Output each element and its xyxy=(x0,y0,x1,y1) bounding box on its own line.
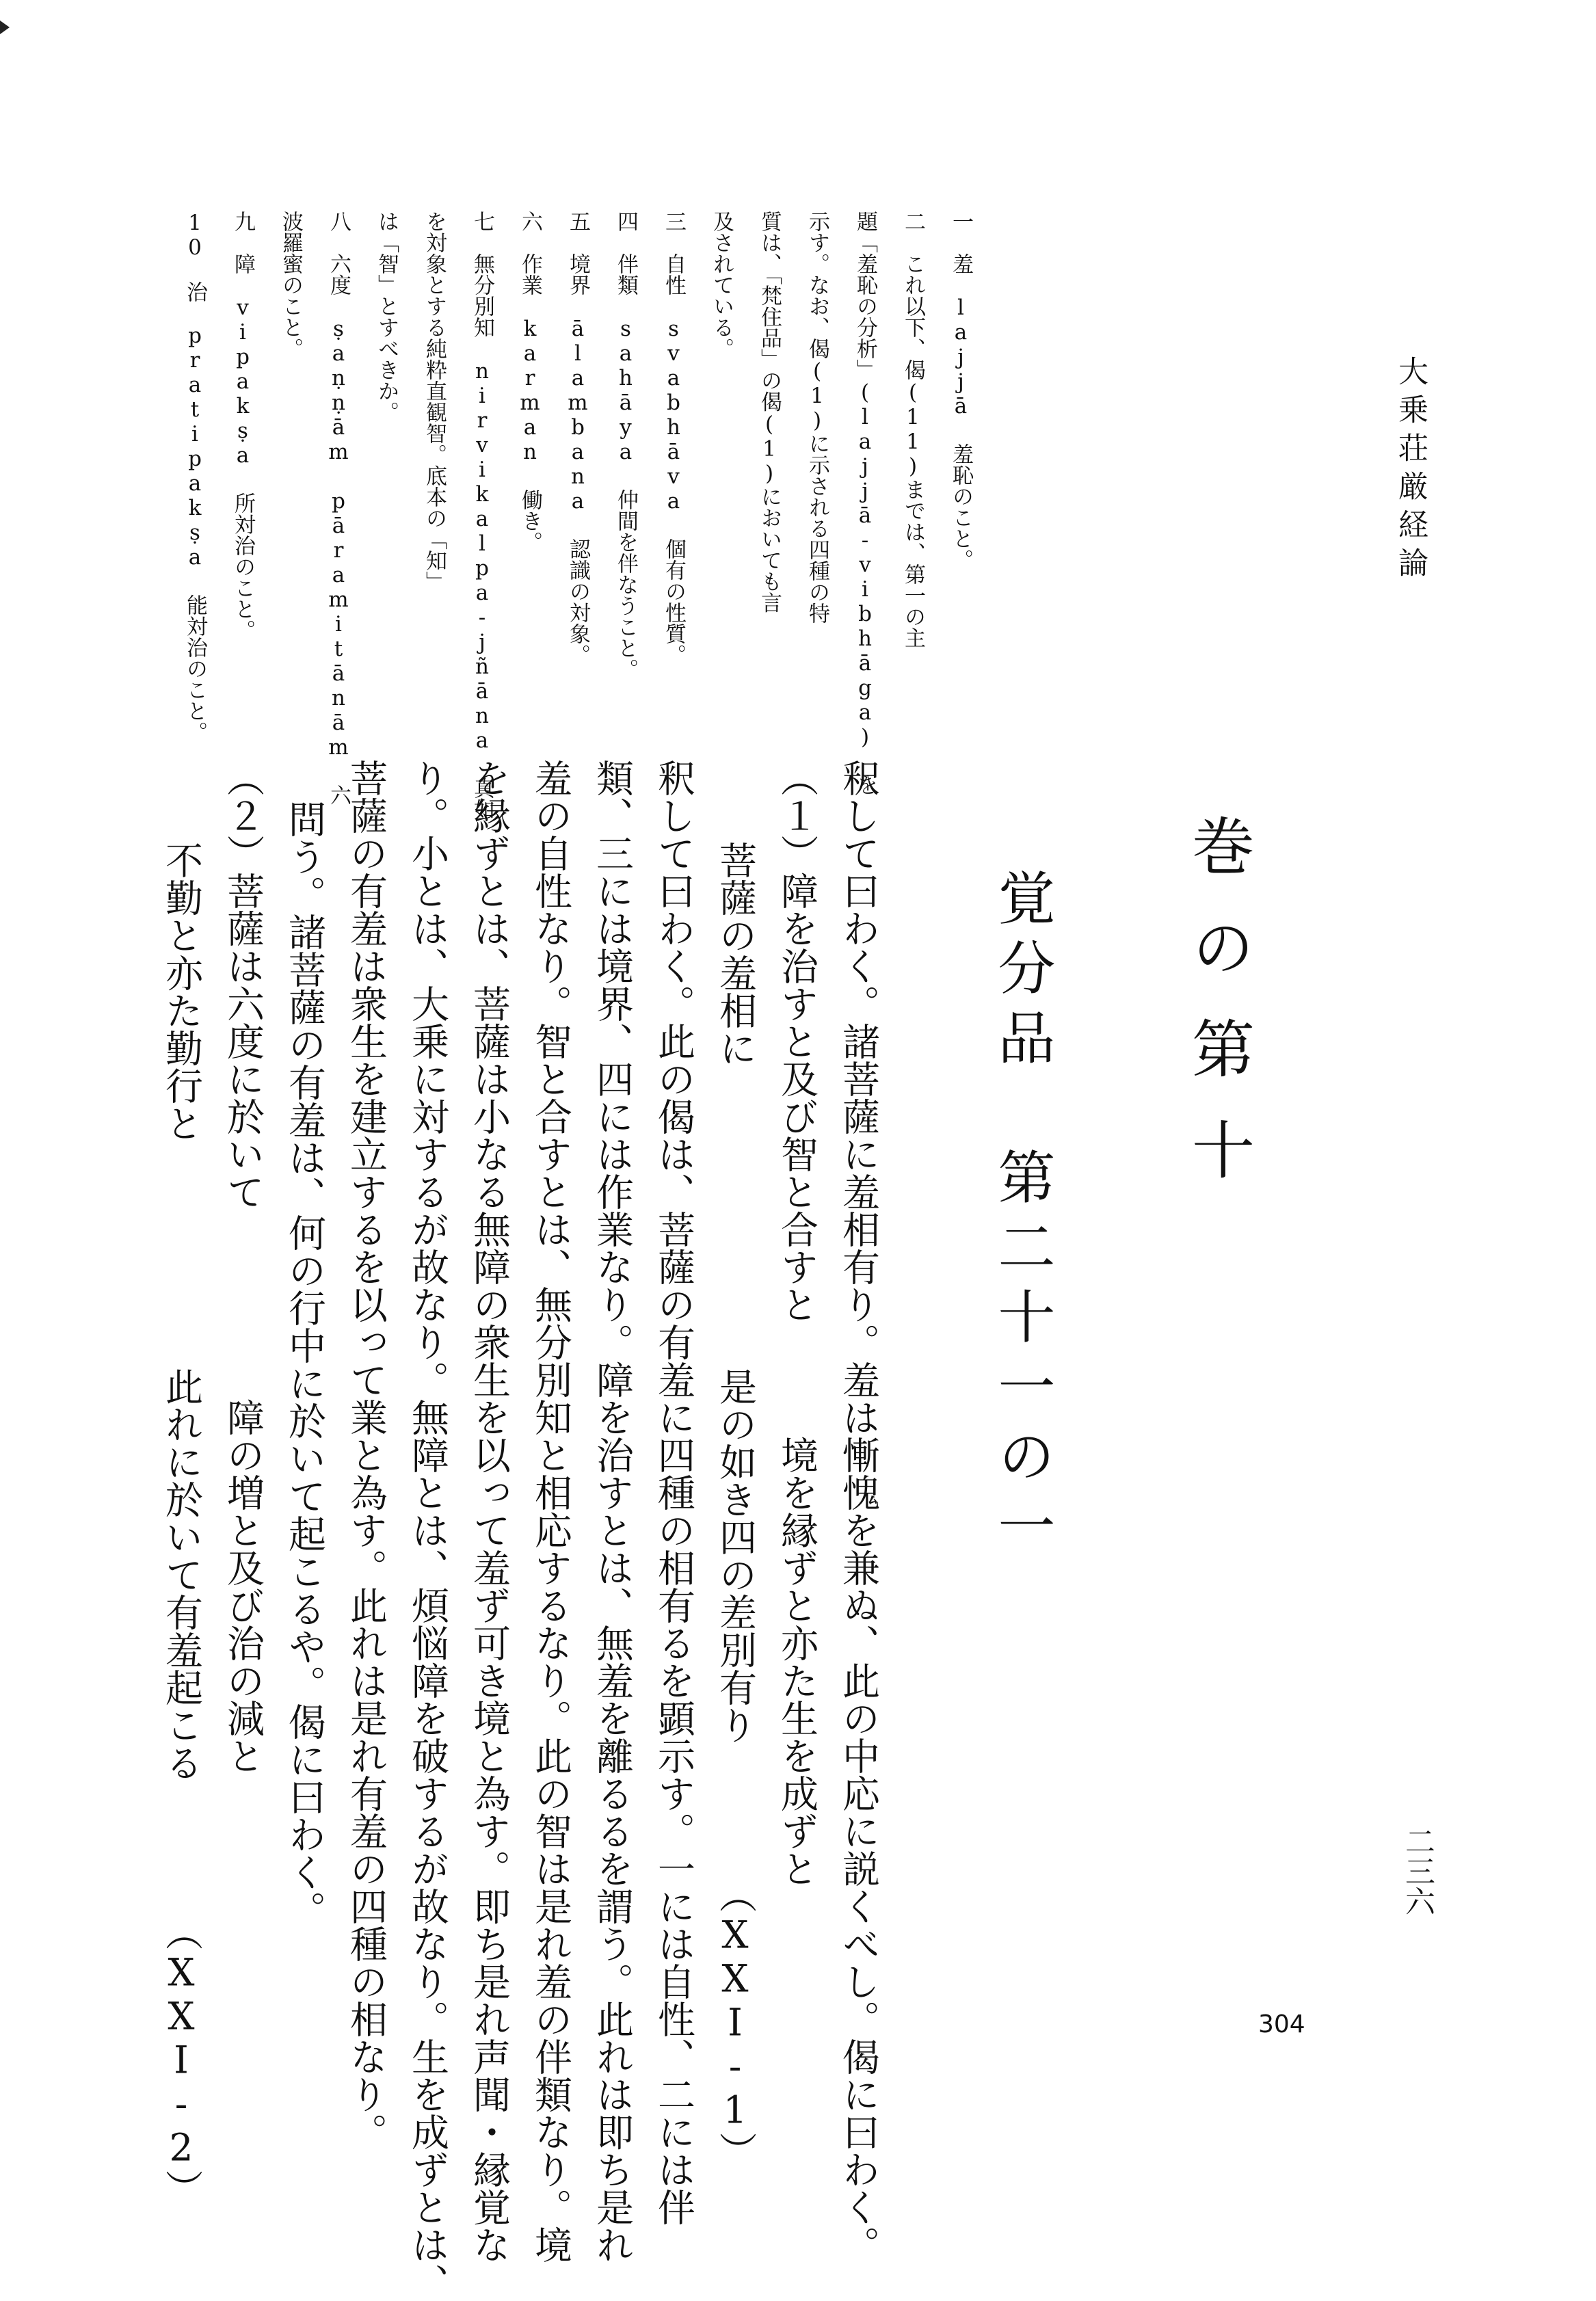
footnote: 二 これ以下、偈(11)までは、第一の主 xyxy=(901,211,925,648)
footnote: 七 無分別知 nirvikalpa-jñāna 真如 xyxy=(470,211,494,820)
body-text xyxy=(150,759,889,2301)
footnote: 題「羞恥の分析」(lajjā-vibhāga) を xyxy=(853,211,877,795)
body-line: を縁ずとは、菩薩は小なる無障の衆生を以って羞ず可き境と為す。即ち是れ声聞・縁覚な xyxy=(467,759,511,2263)
verse-line: 不勤と亦た勤行と 此れに於いて有羞起こる （XXI-2） xyxy=(159,841,203,2207)
footnote: 10 治 pratipakṣa 能対治のこと。 xyxy=(183,211,207,743)
footnote: 六 作業 karman 働き。 xyxy=(518,211,542,553)
footnote: 三 自性 svabhāva 個有の性質。 xyxy=(661,211,686,665)
footnote: 一 羞 lajjā 羞恥のこと。 xyxy=(948,211,973,570)
verse-line: 菩薩の羞相に 是の如き四の差別有り （XXI-1） xyxy=(713,841,757,2170)
footnote: 波羅蜜のこと。 xyxy=(278,211,303,359)
page-number: 304 xyxy=(1258,2010,1305,2038)
body-line: 類、三には境界、四には作業なり。障を治すとは、無羞を離るるを謂う。此れは即ち是れ xyxy=(590,759,634,2263)
corner-crop-mark xyxy=(0,21,10,34)
footnote: 示す。なお、偈(1)に示される四種の特 xyxy=(805,211,829,624)
verse-line: （１）障を治すと及び智と合すと 境を縁ずと亦た生を成ずと xyxy=(775,759,819,1887)
verse-line: （２）菩薩は六度に於いて 障の増と及び治の減と xyxy=(221,759,265,1774)
footnote: は「智」とすべきか。 xyxy=(374,211,399,423)
footnote: 八 六度 ṣaṇṇām pāramitānām 六 xyxy=(326,211,351,806)
body-line: 菩薩の有羞は衆生を建立するを以って業と為す。此れは是れ有羞の四種の相なり。 xyxy=(344,759,388,2151)
section-title: 覚分品 第二十一の一 xyxy=(989,868,1056,1566)
footnotes xyxy=(171,211,985,820)
footnote: 質は、「梵住品」の偈(1)においても言 xyxy=(757,211,782,613)
footnote: を対象とする純粋直観智。底本の「知」 xyxy=(422,211,447,592)
footnote: 五 境界 ālambana 認識の対象。 xyxy=(566,211,590,665)
chapter-title: 巻の第十 xyxy=(1182,814,1255,1219)
page-number-kanji: 二三六 xyxy=(1400,1826,1435,1916)
running-title: 大乗荘厳経論 xyxy=(1393,356,1428,585)
footnote: 及されている。 xyxy=(709,211,734,359)
body-line: 釈して曰わく。此の偈は、菩薩の有羞に四種の相有るを顕示す。一には自性、二には伴 xyxy=(652,759,695,2226)
body-line: 羞の自性なり。智と合すとは、無分別知と相応するなり。此の智は是れ羞の伴類なり。境 xyxy=(529,759,572,2263)
body-line: 釈して曰わく。諸菩薩に羞相有り。羞は慚愧を兼ぬ、此の中応に説くべし。偈に曰わく。 xyxy=(836,759,880,2263)
body-line: 問う。諸菩薩の有羞は、何の行中に於いて起こるや。偈に曰わく。 xyxy=(282,800,326,1928)
footnote: 四 伴類 sahāya 仲間を伴なうこと。 xyxy=(613,211,638,680)
body-line: り。小とは、大乗に対するが故なり。無障とは、煩悩障を破するが故なり。生を成ずとは、 xyxy=(405,759,449,2301)
footnote: 九 障 vipakṣa 所対治のこと。 xyxy=(230,211,255,641)
